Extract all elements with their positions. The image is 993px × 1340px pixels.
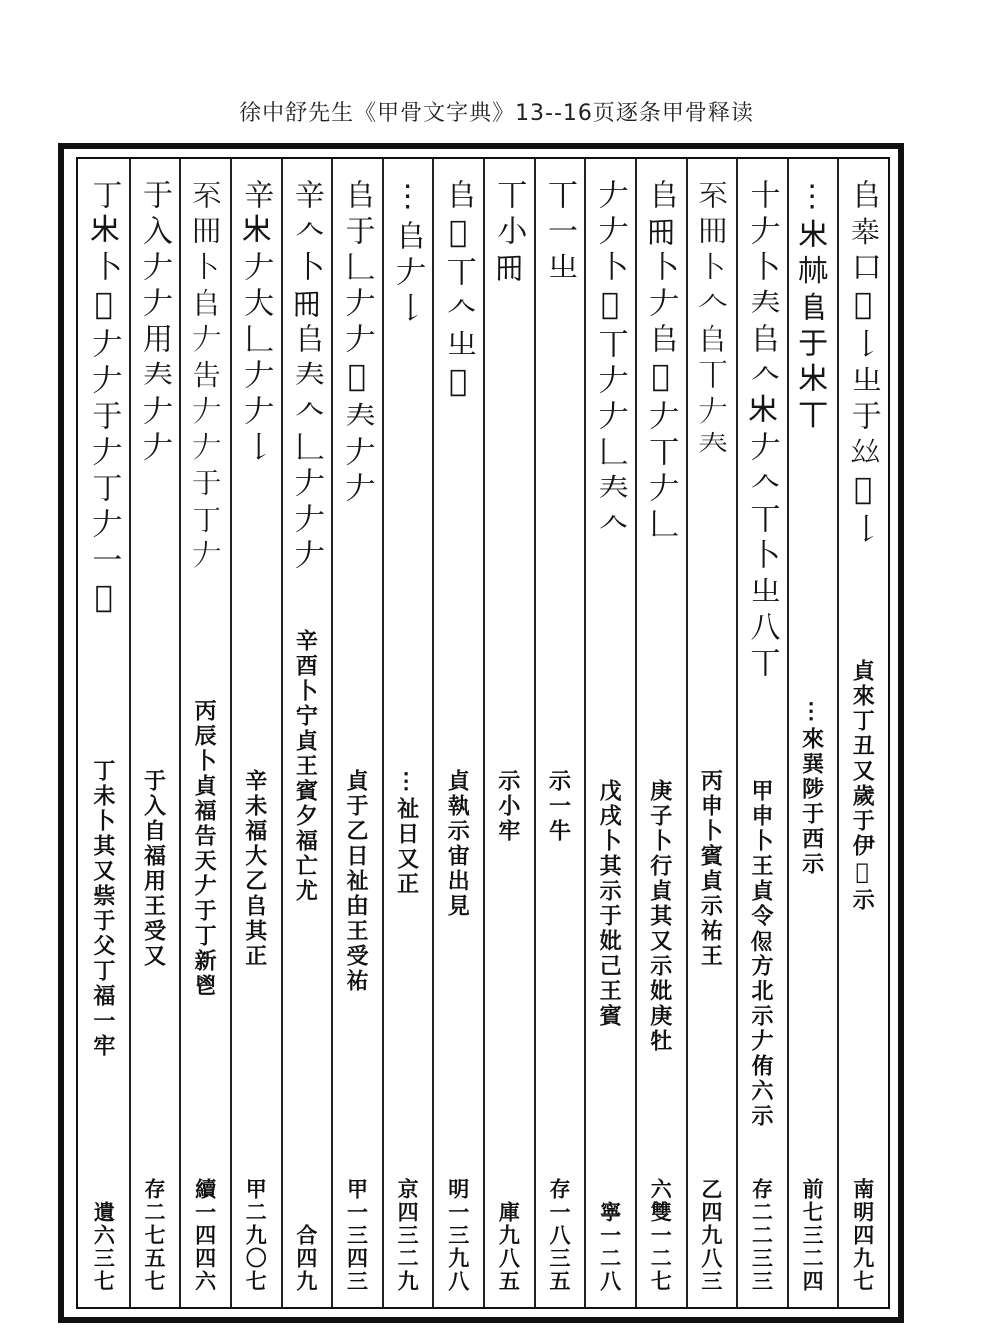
oracle-bone-glyphs: 辛𠆢卜𠕁𠂤𡗗𠆢𠃊𠂇𠂇𠂇 [288, 179, 324, 575]
transcription-text: 于入自福用王受又 [140, 769, 167, 969]
column-divider [331, 159, 333, 1307]
source-reference: 合四九 [293, 1224, 319, 1293]
transcription-text: ⋮來𢁉陟于西示 [798, 699, 825, 877]
page-title: 徐中舒先生《甲骨文字典》13--16页逐条甲骨释读 [239, 101, 754, 126]
entry-column [584, 159, 635, 1307]
transcription-text: 貞來丁丑又歲于伊𩇦示 [849, 659, 876, 913]
oracle-bone-glyphs: ⋮𠂤𠂇𠄌 [390, 179, 426, 328]
source-reference: 六雙一二七 [648, 1178, 674, 1293]
oracle-bone-glyphs: 丅小𠕁 [491, 179, 527, 287]
transcription-text: 示小牢 [494, 769, 521, 844]
oracle-bone-glyphs: 辛𣎵𠂇大𠃊𠂇𠂇𠄌 [238, 179, 274, 467]
column-divider [129, 159, 131, 1307]
entry-column [281, 159, 332, 1307]
entry-column [230, 159, 281, 1307]
column-divider [230, 159, 232, 1307]
oracle-bone-glyphs: 𠂇𠂇卜𠃢丅𠂇𠂇𠃊𡗗𠆢 [592, 179, 628, 544]
oracle-bone-glyphs: 𠂤𠃢丅𠆢㞢𠃢 [440, 179, 476, 405]
source-reference: 寧一二八 [597, 1201, 623, 1293]
entry-column [787, 159, 838, 1307]
transcription-text: 甲申卜王貞令𠈉方北示𠂇侑六示 [747, 779, 774, 1129]
source-reference: 前七三二四 [800, 1178, 826, 1293]
source-reference: 明一三九八 [445, 1178, 471, 1293]
transcription-text: 丙辰卜貞福告天𠂇于丁新鬯 [191, 699, 218, 999]
column-divider [635, 159, 637, 1307]
oracle-bone-glyphs: 于入𠂇𠂇用𡗗𠂇𠂇 [136, 179, 172, 467]
column-divider [382, 159, 384, 1307]
column-divider [736, 159, 738, 1307]
entry-column [432, 159, 483, 1307]
column-divider [787, 159, 789, 1307]
transcription-text: 戊戌卜其示于妣己王賓 [596, 779, 623, 1029]
transcription-text: 辛酉卜宁貞王賓夕福亡尤 [292, 629, 319, 904]
oracle-bone-glyphs: 𠂤于𠃊𠂇𠂇𠃢𡗗𠂇𠂇 [339, 179, 375, 508]
entry-column [331, 159, 382, 1307]
entry-column [483, 159, 534, 1307]
entry-column [382, 159, 433, 1307]
transcription-text: 貞于乙日祉甶王受祐 [342, 769, 369, 994]
transcription-text: 庚子卜行貞其又示妣庚牡 [646, 779, 673, 1054]
entry-column [837, 159, 888, 1307]
oracle-bone-glyphs: 十𠂇卜𡗗𠂤𠆢𣎵𠂇𠆢丅卜㞢八丅 [744, 179, 780, 683]
source-reference: 乙四九八三 [698, 1178, 724, 1293]
source-reference: 京四三二九 [395, 1178, 421, 1293]
source-reference: 存一八三五 [546, 1178, 572, 1293]
source-reference: 南明四九七 [850, 1178, 876, 1293]
oracle-bone-glyphs: 𠀚𠕁卜𠂤𠂇告𠂇𠂇于丁𠂇 [187, 179, 223, 575]
source-reference: 存二七五七 [141, 1178, 167, 1293]
column-divider [483, 159, 485, 1307]
transcription-text: 丁未卜其又祡于父丁福一牢 [89, 759, 116, 1059]
entry-column [736, 159, 787, 1307]
oracle-bone-glyphs: 𠂤𠕁卜𠂇𠂤𠃢𠂇丅𠂇𠃊 [643, 179, 679, 544]
column-divider [281, 159, 283, 1307]
column-divider [686, 159, 688, 1307]
transcription-text: ⋮祉日又正 [393, 769, 420, 897]
source-reference: 存二二三三 [749, 1178, 775, 1293]
transcription-text: 辛未福大乙𠂤其正 [241, 769, 268, 969]
source-reference: 甲二九〇七 [243, 1178, 269, 1293]
entry-column [78, 159, 129, 1307]
column-divider [432, 159, 434, 1307]
oracle-bone-glyphs: 丅一㞢 [541, 179, 577, 287]
oracle-bone-glyphs: 丁𣎵卜𠃢𠂇𠂇于𠂇丁𠂇一𠕁 [86, 179, 122, 621]
source-reference: 續一四四六 [192, 1178, 218, 1293]
column-divider [179, 159, 181, 1307]
column-divider [837, 159, 839, 1307]
source-reference: 庫九八五 [496, 1201, 522, 1293]
columns-area [76, 157, 890, 1309]
entry-column [534, 159, 585, 1307]
entry-column [129, 159, 180, 1307]
source-reference: 遺六三七 [91, 1201, 117, 1293]
oracle-bone-glyphs: 𠂤𠦪口𠃢𠄌㞢于𢆶𩇦𠄌 [845, 179, 881, 549]
oracle-bone-glyphs: ⋮𣎵𣏟𨸏于𣎵丅 [794, 179, 830, 436]
oracle-bone-glyphs: 𠀚𠕁卜𠆢𠂤丅𠂇𡗗 [693, 179, 729, 467]
transcription-text: 示一牛 [545, 769, 572, 844]
transcription-text: 丙申卜賓貞示祐王 [697, 769, 724, 969]
column-divider [584, 159, 586, 1307]
entry-column [179, 159, 230, 1307]
page-frame [58, 143, 904, 1323]
source-reference: 甲一三四三 [344, 1178, 370, 1293]
entry-column [635, 159, 686, 1307]
transcription-text: 貞執示宙出見 [444, 769, 471, 919]
entry-column [686, 159, 737, 1307]
column-divider [534, 159, 536, 1307]
